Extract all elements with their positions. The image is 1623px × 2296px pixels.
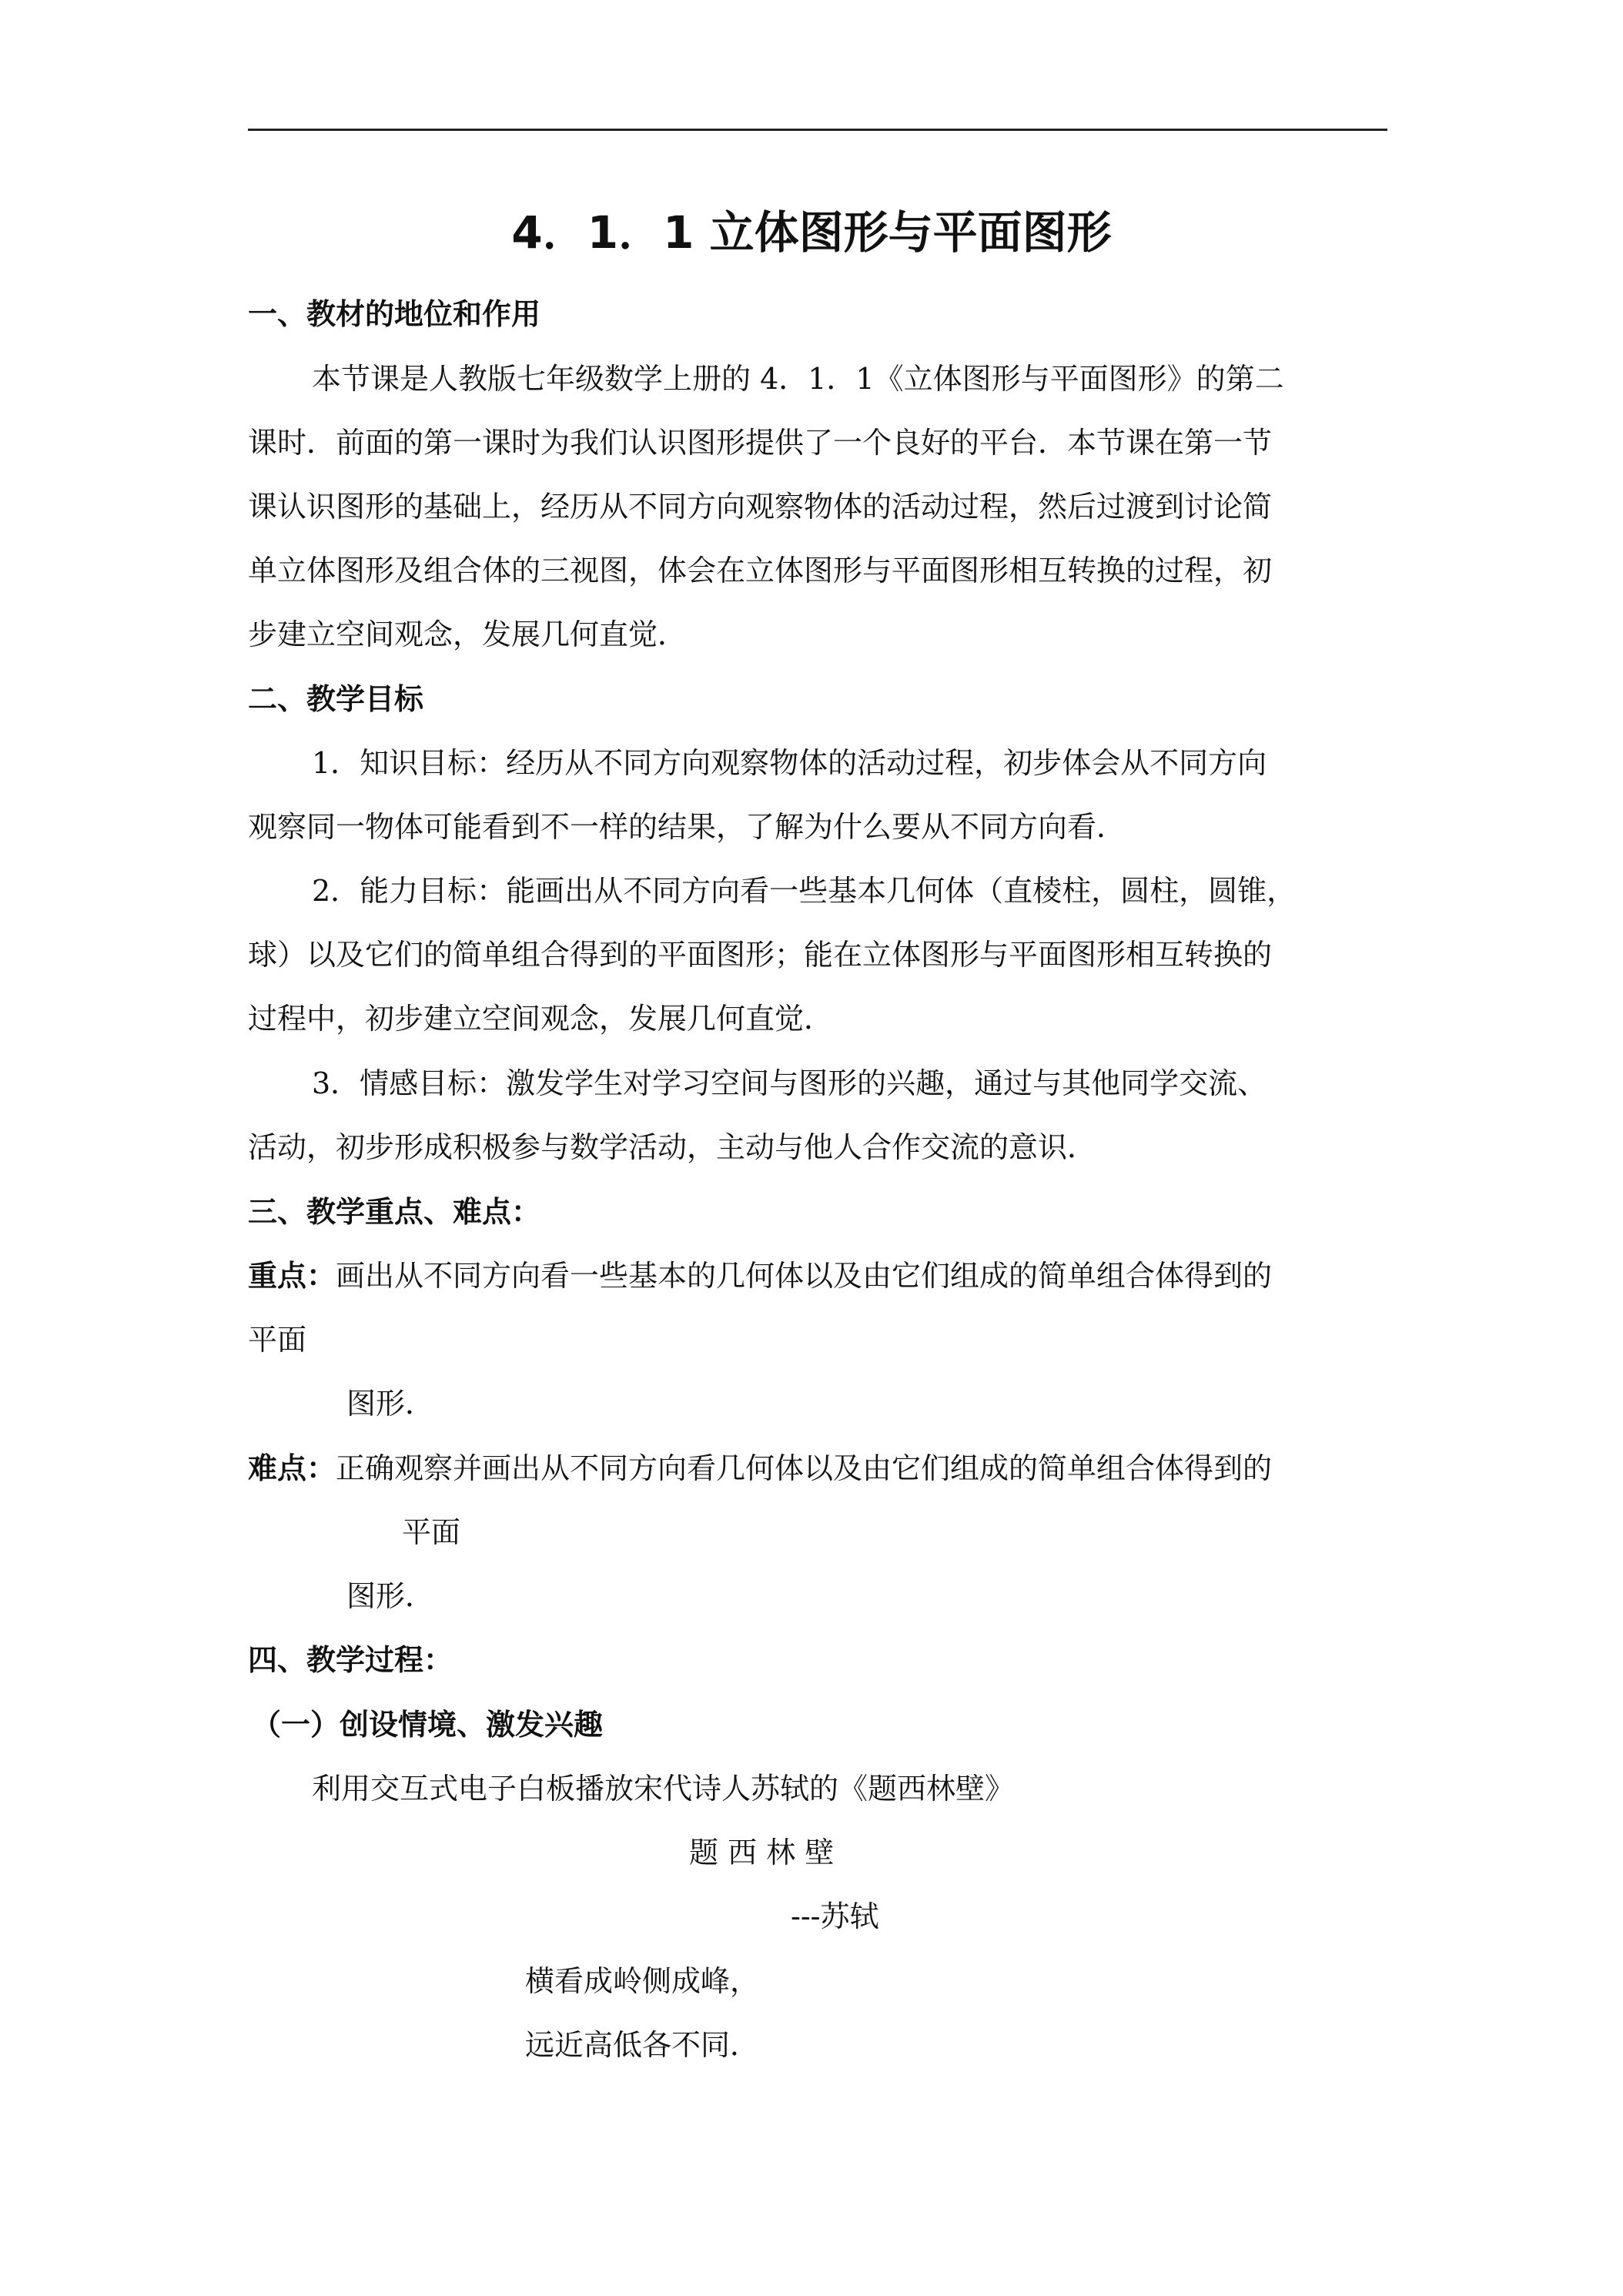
poem-line: 远近高低各不同． bbox=[525, 2028, 760, 2062]
poem-title: 题 西 林 壁 bbox=[689, 1836, 835, 1869]
section-heading-1: 一、教材的地位和作用 bbox=[248, 297, 541, 331]
paragraph-line: 步建立空间观念，发展几何直觉． bbox=[248, 618, 688, 651]
poem-author: ---苏轼 bbox=[791, 1899, 879, 1933]
paragraph-line: 球）以及它们的简单组合得到的平面图形；能在立体图形与平面图形相互转换的 bbox=[248, 938, 1273, 972]
paragraph-line: 利用交互式电子白板播放宋代诗人苏轼的《题西林壁》 bbox=[312, 1772, 1015, 1806]
document-title: 4．1．1 立体图形与平面图形 bbox=[511, 206, 1112, 259]
paragraph-line: 3．情感目标：激发学生对学习空间与图形的兴趣，通过与其他同学交流、 bbox=[312, 1066, 1267, 1100]
difficult-point-text: 正确观察并画出从不同方向看几何体以及由它们组成的简单组合体得到的 bbox=[336, 1451, 1273, 1485]
key-point-continuation: 平面 bbox=[248, 1323, 307, 1357]
key-point-label: 重点： bbox=[248, 1259, 336, 1293]
difficult-point-label: 难点： bbox=[248, 1451, 336, 1485]
paragraph-line: 观察同一物体可能看到不一样的结果，了解为什么要从不同方向看． bbox=[248, 810, 1126, 844]
poem-line: 横看成岭侧成峰， bbox=[525, 1964, 760, 1998]
section-heading-3: 三、教学重点、难点： bbox=[248, 1195, 541, 1229]
paragraph-line: 课时．前面的第一课时为我们认识图形提供了一个良好的平台．本节课在第一节 bbox=[248, 426, 1273, 460]
key-point-line bbox=[248, 1257, 1272, 1295]
header-rule bbox=[248, 129, 1387, 131]
difficult-point-line bbox=[248, 1449, 1272, 1488]
paragraph-line: 过程中，初步建立空间观念，发展几何直觉． bbox=[248, 1002, 834, 1036]
difficult-point-continuation: 平面 bbox=[402, 1515, 461, 1549]
paragraph-line: 本节课是人教版七年级数学上册的 4．1．1《立体图形与平面图形》的第二 bbox=[312, 362, 1284, 396]
key-point-continuation: 图形． bbox=[346, 1387, 435, 1421]
section-heading-4: 四、教学过程： bbox=[248, 1643, 453, 1677]
key-point-text: 画出从不同方向看一些基本的几何体以及由它们组成的简单组合体得到的 bbox=[336, 1259, 1273, 1293]
paragraph-line: 2．能力目标：能画出从不同方向看一些基本几何体（直棱柱，圆柱，圆锥， bbox=[312, 874, 1297, 908]
section-heading-2: 二、教学目标 bbox=[248, 682, 424, 716]
difficult-point-continuation: 图形． bbox=[346, 1579, 435, 1613]
paragraph-line: 活动，初步形成积极参与数学活动，主动与他人合作交流的意识． bbox=[248, 1130, 1097, 1164]
paragraph-line: 课认识图形的基础上，经历从不同方向观察物体的活动过程，然后过渡到讨论简 bbox=[248, 490, 1273, 524]
subsection-heading: （一）创设情境、激发兴趣 bbox=[252, 1708, 604, 1742]
paragraph-line: 1．知识目标：经历从不同方向观察物体的活动过程，初步体会从不同方向 bbox=[312, 746, 1267, 780]
paragraph-line: 单立体图形及组合体的三视图，体会在立体图形与平面图形相互转换的过程，初 bbox=[248, 554, 1273, 587]
